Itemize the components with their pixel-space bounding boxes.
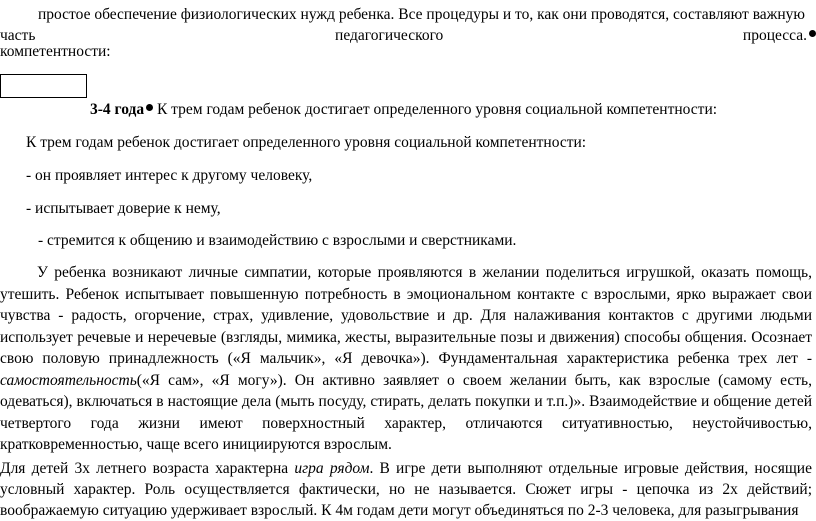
list-item-2: - испытывает доверие к нему, — [26, 200, 221, 217]
word-chast: часть — [0, 27, 36, 44]
text-line-2 — [0, 26, 816, 46]
word-processa: процесса. — [743, 26, 816, 46]
text-line-1: простое обеспечение физиологических нужд ребенка. Все процедуры и то, как они проводятся, составляют важную — [38, 6, 806, 23]
italic-term: самостоятельность — [0, 371, 137, 389]
heading-age: 3-4 года — [90, 101, 145, 118]
empty-box — [0, 74, 87, 98]
subheading: К трем годам ребенок достигает определенного уровня социальной компетентности: — [26, 134, 587, 151]
heading-text: К трем годам ребенок достигает определенного уровня социальной компетентности: — [153, 101, 718, 118]
bullet-icon — [809, 30, 816, 37]
list-item-1: - он проявляет интерес к другому человеку, — [26, 167, 313, 184]
word-pedagogicheskogo: педагогического — [335, 27, 444, 44]
list-item-3: - стремится к общению и взаимодействию с взрослыми и сверстниками. — [38, 232, 517, 249]
paragraph-1: У ребенка возникают личные симпатии, которые проявляются в желании поделиться игрушкой, оказать помощь, утешить. Ребенок испытывает повышенную потребность в эмоциональном контакте с взрослыми, ярко выражает свои чувства - радость, огорчение, страх, удивление, удовольствие и др. Для налаживания контактов с другими людьми использует речевые и неречевые (взгляды, мимика, жесты, выразительные позы и движения) способы общения. Осознает свою половую принадлежность («Я мальчик», «Я девочка»). Фундаментальная характеристика ребенка трех лет - самостоятельность(«Я сам», «Я могу»). Он активно заявляет о своем желании быть, как взрослые (самому есть, одеваться), включаться в настоящие дела (мыть посуду, стирать, делать покупки и т.п.)». Взаимодействие и общение детей четвертого года жизни имеют поверхностный характер, отличаются ситуативностью, неустойчивостью, кратковременностью, чаще всего инициируются взрослым. — [0, 264, 812, 453]
paragraph-2: Для детей 3х летнего возраста характерна игра рядом. В игре дети выполняют отдельные игровые действия, носящие условный характер. Роль осуществляется фактически, но не называется. Сюжет игры - цепочка из 2х действий; воображаемую ситуацию удерживает взрослый. К 4м годам дети могут объединяться по 2-3 человека, для разыгрывания — [0, 460, 812, 519]
section-heading — [90, 100, 717, 120]
italic-term: игра рядом — [294, 460, 370, 477]
text-line-3: компетентности: — [0, 43, 111, 60]
